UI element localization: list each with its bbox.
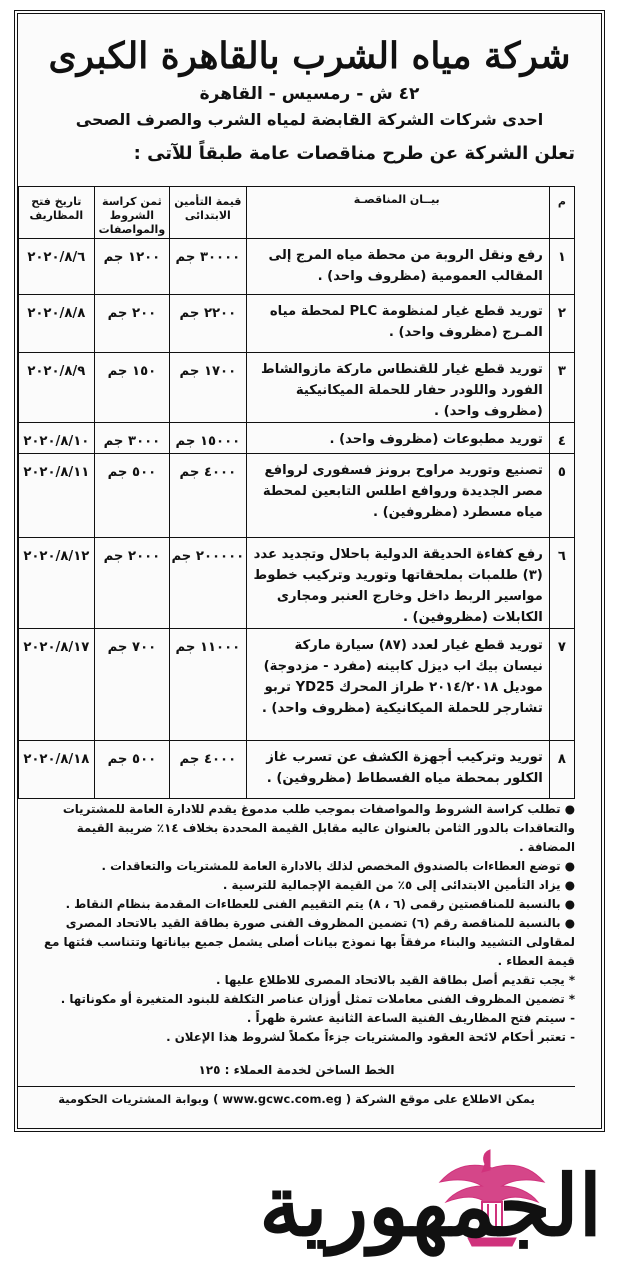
note-item: - سيتم فتح المظاريف الفنية الساعة الثانية عشرة ظهراً .	[246, 1011, 575, 1025]
conditions-notes	[30, 800, 575, 1047]
note-item: ● بالنسبة للمناقصة رقم (٦) تضمين المظروف الفنى صورة بطاقة القيد بالاتحاد المصرى لمقاولى التشييد والبناء مرفقاً بها نموذج بيانات أصلى يشمل جميع بياناتها وتتناسب فئتها مع قيمة العطاء .	[44, 916, 575, 968]
row-insurance: ٢٢٠٠ جم	[170, 295, 246, 353]
row-date: ٢٠٢٠/٨/١٧	[19, 629, 95, 741]
col-header-description: بيــان المناقصـة	[246, 187, 549, 239]
row-date: ٢٠٢٠/٨/١٢	[19, 538, 95, 629]
row-date: ٢٠٢٠/٨/٩	[19, 353, 95, 423]
website-line: يمكن الاطلاع على موقع الشركة ( www.gcwc.com.eg ) وبوابة المشتريات الحكومية	[18, 1086, 575, 1106]
row-insurance: ١٥٠٠٠ جم	[170, 423, 246, 454]
row-description: توريد قطع غيار للقنطاس ماركة مازوالشاط الفورد واللودر حفار للحملة الميكانيكية (مظروف واحد) .	[246, 353, 549, 423]
row-number: ٣	[549, 353, 574, 423]
row-insurance: ٤٠٠٠ جم	[170, 454, 246, 538]
row-insurance: ٢٠٠٠٠٠ جم	[170, 538, 246, 629]
row-insurance: ٣٠٠٠٠ جم	[170, 239, 246, 295]
row-date: ٢٠٢٠/٨/١٠	[19, 423, 95, 454]
table-row	[19, 741, 575, 799]
holding-company-line: احدى شركات الشركة القابضة لمياه الشرب والصرف الصحى	[75, 110, 544, 129]
col-header-booklet: ثمن كراسة الشروط والمواصفات	[94, 187, 170, 239]
header	[18, 34, 601, 129]
row-description: توريد مطبوعات (مظروف واحد) .	[246, 423, 549, 454]
note-item: * تضمين المظروف الفنى معاملات تمثل أوزان عناصر التكلفة للبنود المتغيرة أو مكوناتها .	[60, 992, 575, 1006]
row-booklet: ٥٠٠ جم	[94, 454, 170, 538]
company-title: شركة مياه الشرب بالقاهرة الكبرى	[48, 35, 571, 77]
company-address: ٤٢ ش - رمسيس - القاهرة	[199, 84, 420, 104]
row-number: ٧	[549, 629, 574, 741]
row-description: توريد وتركيب أجهزة الكشف عن تسرب غاز الكلور بمحطة مياه الفسطاط (مظروفين) .	[246, 741, 549, 799]
note-item: ● بالنسبة للمناقصتين رقمى (٦ ، ٨) يتم التقييم الفنى للعطاءات المقدمة بنظام النقاط .	[65, 897, 575, 911]
row-booklet: ١٢٠٠ جم	[94, 239, 170, 295]
row-date: ٢٠٢٠/٨/١١	[19, 454, 95, 538]
row-description: توريد قطع غيار لمنظومة PLC لمحطة مياه المـرج (مظروف واحد) .	[246, 295, 549, 353]
row-booklet: ٣٠٠٠ جم	[94, 423, 170, 454]
row-date: ٢٠٢٠/٨/٨	[19, 295, 95, 353]
row-insurance: ٤٠٠٠ جم	[170, 741, 246, 799]
tenders-table	[18, 186, 575, 799]
hotline-line: الخط الساخن لخدمة العملاء : ١٢٥	[198, 1063, 395, 1077]
note-item: - تعتبر أحكام لائحة العقود والمشتريات جزءاً مكملاً لشروط هذا الإعلان .	[166, 1030, 575, 1044]
announcement-line: تعلن الشركة عن طرح مناقصات عامة طبقاً للآتى :	[133, 143, 575, 164]
table-row	[19, 423, 575, 454]
row-number: ٨	[549, 741, 574, 799]
table-row	[19, 353, 575, 423]
row-insurance: ١١٠٠٠ جم	[170, 629, 246, 741]
row-description: رفع ونقل الروبة من محطة مياه المرج إلى المقالب العمومية (مظروف واحد) .	[246, 239, 549, 295]
row-number: ١	[549, 239, 574, 295]
row-number: ٥	[549, 454, 574, 538]
row-number: ٦	[549, 538, 574, 629]
row-booklet: ٥٠٠ جم	[94, 741, 170, 799]
row-booklet: ٢٠٠ جم	[94, 295, 170, 353]
table-row	[19, 454, 575, 538]
table-row	[19, 295, 575, 353]
row-booklet: ٢٠٠٠ جم	[94, 538, 170, 629]
col-header-date: تاريخ فتح المظاريف	[19, 187, 95, 239]
col-header-insurance: قيمة التأمين الابتدائى	[170, 187, 246, 239]
note-item: ● يزاد التأمين الابتدائى إلى ٥٪ من القيمة الإجمالية للترسية .	[222, 878, 575, 892]
table-row	[19, 538, 575, 629]
row-date: ٢٠٢٠/٨/١٨	[19, 741, 95, 799]
table-row	[19, 629, 575, 741]
row-insurance: ١٧٠٠ جم	[170, 353, 246, 423]
logo-wordmark: الجمهورية	[259, 1156, 602, 1255]
table-row	[19, 239, 575, 295]
col-header-number: م	[549, 187, 574, 239]
row-date: ٢٠٢٠/٨/٦	[19, 239, 95, 295]
row-booklet: ١٥٠ جم	[94, 353, 170, 423]
note-item: ● تطلب كراسة الشروط والمواصفات بموجب طلب مدموغ يقدم للادارة العامة للمشتريات والتعاقدات بالدور الثامن بالعنوان عاليه مقابل القيمة المحددة بخلاف ١٤٪ ضريبة القيمة المضافة .	[62, 802, 575, 854]
table-header-row	[19, 187, 575, 239]
row-number: ٢	[549, 295, 574, 353]
newspaper-logo	[259, 1138, 602, 1268]
row-description: توريد قطع غيار لعدد (٨٧) سيارة ماركة نيسان بيك اب ديزل كابينه (مفرد - مزدوجة) موديل ٢٠١٤/٢٠١٨ طراز المحرك YD25 تربو تشارجر للحملة الميكانيكية (مظروف واحد) .	[246, 629, 549, 741]
note-item: ● توضع العطاءات بالصندوق المخصص لذلك بالادارة العامة للمشتريات والتعاقدات .	[101, 859, 575, 873]
row-booklet: ٧٠٠ جم	[94, 629, 170, 741]
row-number: ٤	[549, 423, 574, 454]
row-description: تصنيع وتوريد مراوح برونز فسفورى لروافع مصر الجديدة وروافع اطلس التابعين لمحطة مياه مسطرد (مظروفين) .	[246, 454, 549, 538]
note-item: * يجب تقديم أصل بطاقة القيد بالاتحاد المصرى للاطلاع عليها .	[216, 973, 575, 987]
row-description: رفع كفاءة الحديقة الدولية باحلال وتجديد عدد (٣) طلمبات بملحقاتها وتوريد وتركيب خطوط مواسير الربط داخل وخارج العنبر ومجارى الكابلات (مظروفين) .	[246, 538, 549, 629]
